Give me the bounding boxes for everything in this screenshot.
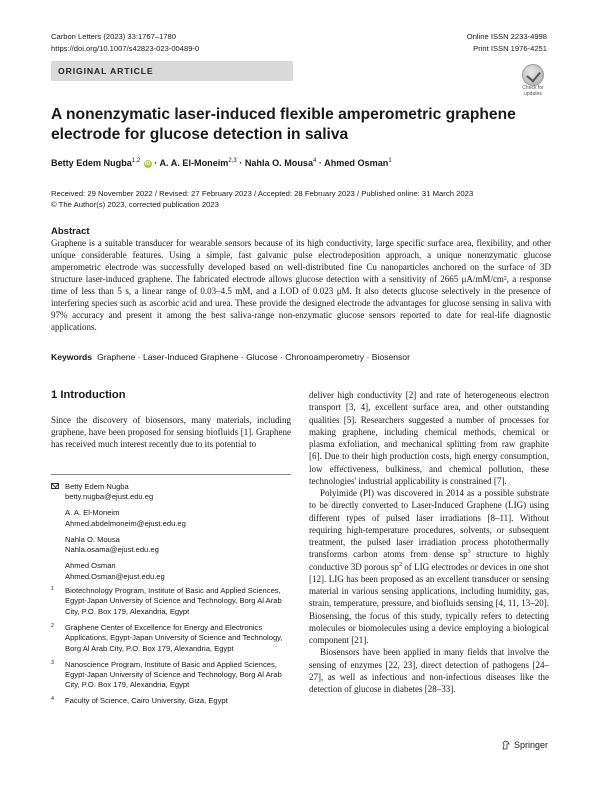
contact-name: Nahla O. Mousa [65, 534, 120, 544]
affiliation-item [51, 696, 291, 706]
abstract-heading: Abstract [51, 226, 90, 237]
affiliation-number: 2 [51, 622, 54, 629]
author-affil-sup: 4 [313, 158, 317, 164]
affiliation-text: Nanoscience Program, Institute of Basic and Applied Sciences, Egypt-Japan University of Science and Technology, Borg Al Arab City, P.O. Box 179, Alexandria, Egypt [65, 659, 282, 690]
intro-right-column [309, 389, 549, 695]
contact-name: Ahmed Osman [65, 561, 116, 571]
author-affil-sup: 1 [388, 158, 392, 164]
issn-print: Print ISSN 1976-4251 [473, 43, 547, 53]
journal-citation: Carbon Letters (2023) 33:1767–1780 [51, 32, 176, 41]
journal-header [51, 31, 199, 54]
affiliation-number: 1 [51, 586, 54, 592]
divider [51, 474, 291, 475]
check-updates-icon [522, 64, 544, 86]
author-name[interactable]: Betty Edem Nugba [51, 158, 132, 169]
author-name[interactable]: A. A. El-Moneim [159, 158, 229, 169]
publisher-name: Springer [513, 740, 548, 750]
issn-header [467, 31, 547, 54]
history-dates: Received: 29 November 2022 / Revised: 27 February 2023 / Accepted: 28 February 2023 / Published online: 31 March 2023 [51, 189, 474, 198]
intro-paragraph: Polyimide (PI) was discovered in 2014 as a possible substrate to be directly converted to Laser-Induced Graphene (LIG) using different types of pulsed laser irradiations [8–11]. Without requiring high-temperature procedures, solvents, or subsequent treatment, the pulsed laser irradiation process photothermally transforms carbon atoms from dense $sp^3$ structure to highly conductive 3D porous $sp^2$ of LIG electrodes or devices in one shot [12]. LIG has been proposed as an excellent transducer or sensing material in various sensing applications, including humidity, gas, strain, temperature, pressure, and biofluids sensing [4, 11, 13–20]. Biosensing, the focus of this study, typically refers to detecting molecules or biomolecules using a device employing a biological component [21]. [309, 488, 550, 645]
contact-item [51, 482, 291, 503]
affiliation-text: Biotechnology Program, Institute of Basic and Applied Sciences, Egypt-Japan University of Science and Technology, Borg Al Arab City, P.O. Box 179, Alexandria, Egypt [65, 586, 282, 616]
author-name[interactable]: Nahla O. Mousa [244, 158, 314, 169]
contact-item [51, 508, 291, 529]
affiliation-number: 4 [51, 696, 54, 703]
article-title: A nonenzymatic laser-induced flexible amperometric graphene electrode for glucose detection in saliva [51, 106, 516, 143]
author-affil-sup: 1,2 [131, 158, 141, 164]
keywords-label: Keywords [51, 352, 93, 362]
check-for-label: Check for [522, 85, 544, 91]
contact-name: A. A. El-Moneim [65, 508, 120, 518]
author-name[interactable]: Ahmed Osman [324, 158, 389, 169]
affiliation-item [51, 660, 291, 691]
contact-name: Betty Edem Nugba [65, 482, 129, 491]
affiliation-item [51, 623, 291, 654]
article-type-banner: ORIGINAL ARTICLE [51, 61, 293, 81]
section-heading: 1 Introduction [51, 389, 126, 401]
contact-email[interactable]: Nahla.osama@ejust.edu.eg [65, 545, 159, 555]
affiliation-list [51, 586, 291, 712]
updates-label: updates [524, 90, 542, 97]
affiliation-item [51, 586, 291, 617]
affiliation-number: 3 [51, 659, 54, 666]
orcid-icon[interactable]: iD [144, 161, 151, 168]
author-separator: · [318, 158, 325, 169]
author-affil-sup: 2,3 [228, 158, 237, 164]
author-separator: · [154, 158, 160, 169]
intro-left-column: Since the discovery of biosensors, many materials, including graphene, have been proposed for sensing biofluids [1]. Graphene has received much interest recently due to its potential to [51, 415, 291, 450]
contact-item [51, 535, 291, 556]
doi-link[interactable]: https://doi.org/10.1007/s42823-023-00489-0 [51, 43, 200, 53]
intro-paragraph: Biosensors have been applied in many fields that involve the sensing of enzymes [22, 23], direct detection of pathogens [24–27], as well as infectious and non-infectious diseases like the detection of glucose in diabetes [28–33]. [309, 647, 549, 694]
check-for-updates-badge[interactable] [517, 64, 549, 98]
publisher-footer [501, 740, 548, 750]
contact-item [51, 561, 291, 582]
contact-email[interactable]: Ahmed.Osman@ejust.edu.eg [65, 571, 165, 581]
envelope-icon [51, 483, 59, 489]
affiliation-text: Graphene Center of Excellence for Energy and Electronics Applications, Egypt-Japan University of Science and Technology, Borg Al Arab City, P.O. Box 179, Alexandria, Egypt [65, 622, 283, 653]
contact-list [51, 482, 291, 588]
author-list [51, 158, 392, 168]
keywords-list: Graphene · Laser-Induced Graphene · Glucose · Chronoamperometry · Biosensor [97, 352, 410, 362]
abstract-text: Graphene is a suitable transducer for wearable sensors because of its high conductivity, large specific surface area, flexibility, and other unique considerable features. Using a simple, fast galvanic pulse electrodeposition approach, a unique nonenzymatic glucose amperometric electrode was successfully developed based on well-distributed fine Cu nanoparticles anchored on the surface of 3D structure laser-induced graphene. The fabricated electrode allows glucose detection with a sensitivity of 2665 μA/mM/cm², a response time of less than 5 s, a linear range of 0.03–4.5 mM, and a LOD of 0.023 μM. It also detects glucose selectively in the presence of interfering species such as ascorbic acid and urea. These provide the designed electrode the advantages for glucose sensing in saliva with 97% accuracy and present it among the best saliva-range non-enzymatic glucose sensors reported to date for real-life diagnostic applications. [51, 238, 551, 332]
affiliation-text: Faculty of Science, Cairo University, Giza, Egypt [65, 696, 228, 706]
publication-dates [51, 188, 473, 210]
author-separator: · [239, 158, 245, 169]
springer-horse-icon [501, 740, 511, 750]
issn-online: Online ISSN 2233-4998 [466, 32, 547, 41]
contact-email[interactable]: betty.nugba@ejust.edu.eg [65, 492, 154, 502]
copyright-line: © The Author(s) 2023, corrected publication 2023 [51, 200, 219, 209]
keywords-line [51, 352, 410, 362]
contact-email[interactable]: Ahmed.abdelmoneim@ejust.edu.eg [65, 518, 186, 528]
intro-paragraph: deliver high conductivity [2] and rate of heterogeneous electron transport [3, 4], excellent surface area, and other outstanding qualities [5]. Researchers suggested a number of processes for making graphene, including chemical methods, chemical or plasma exfoliation, and mechanical splitting from raw graphite [6]. Due to their high production costs, high energy consumption, low effectiveness, bulkiness, and chemical pollution, these technologies' industrial applicability is constrained [7]. [309, 390, 549, 486]
